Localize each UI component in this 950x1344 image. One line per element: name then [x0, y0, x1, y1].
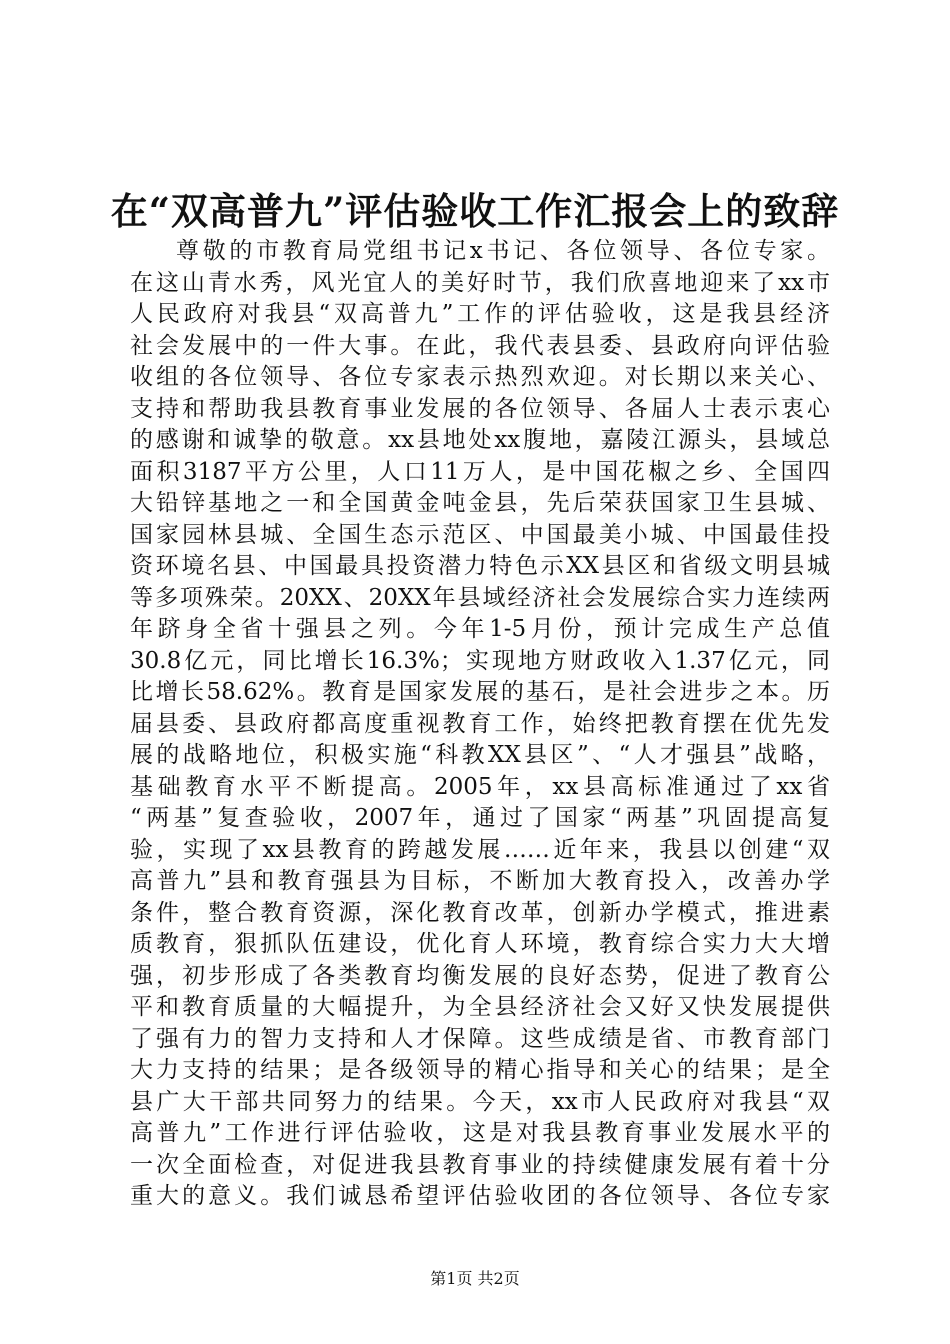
- body-line: 支持和帮助我县教育事业发展的各位领导、各届人士表示衷心: [130, 395, 830, 422]
- body-line: 在这山青水秀，风光宜人的美好时节，我们欣喜地迎来了xx市: [130, 269, 830, 296]
- body-line: 条件，整合教育资源，深化教育改革，创新办学模式，推进素: [130, 899, 830, 926]
- body-line: 县广大干部共同努力的结果。今天，xx市人民政府对我县“双: [130, 1088, 830, 1115]
- body-line: 平和教育质量的大幅提升，为全县经济社会又好又快发展提供: [130, 994, 830, 1020]
- body-line: 年跻身全省十强县之列。今年1-5月份，预计完成生产总值: [130, 616, 830, 642]
- body-line: 收组的各位领导、各位专家表示热烈欢迎。对长期以来关心、: [130, 364, 830, 390]
- body-line: 质教育，狠抓队伍建设，优化育人环境，教育综合实力大大增: [130, 931, 830, 957]
- body-line: 展的战略地位，积极实施“科教XX县区”、“人才强县”战略，: [130, 742, 830, 768]
- body-line: 高普九”县和教育强县为目标，不断加大教育投入，改善办学: [130, 868, 830, 894]
- body-line: 强，初步形成了各类教育均衡发展的良好态势，促进了教育公: [130, 962, 830, 989]
- body-line: 的感谢和诚挚的敬意。xx县地处xx腹地，嘉陵江源头，县域总: [130, 427, 830, 453]
- body-line: 验，实现了xx县教育的跨越发展……近年来，我县以创建“双: [130, 836, 830, 863]
- body-line: 重大的意义。我们诚恳希望评估验收团的各位领导、各位专家: [130, 1183, 830, 1209]
- body-line: 等多项殊荣。20XX、20XX年县域经济社会发展综合实力连续两: [130, 584, 830, 611]
- body-line: 基础教育水平不断提高。2005年，xx县高标准通过了xx省: [130, 773, 830, 800]
- document-body: [130, 236, 830, 1213]
- body-line: 人民政府对我县“双高普九”工作的评估验收，这是我县经济: [130, 301, 830, 327]
- body-line: 比增长58.62%。教育是国家发展的基石，是社会进步之本。历: [130, 679, 830, 705]
- body-line: “两基”复查验收，2007年，通过了国家“两基”巩固提高复: [130, 805, 830, 831]
- body-line: 资环境名县、中国最具投资潜力特色示XX县区和省级文明县城: [130, 553, 830, 579]
- body-line: 面积3187平方公里，人口11万人，是中国花椒之乡、全国四: [130, 458, 830, 485]
- body-line: 国家园林县城、全国生态示范区、中国最美小城、中国最佳投: [130, 521, 830, 548]
- body-line: 尊敬的市教育局党组书记x书记、各位领导、各位专家。: [176, 238, 830, 264]
- body-line: 高普九”工作进行评估验收，这是对我县教育事业发展水平的: [130, 1120, 830, 1146]
- body-line: 了强有力的智力支持和人才保障。这些成绩是省、市教育部门: [130, 1025, 830, 1052]
- page-number: 第1页 共2页: [430, 1269, 520, 1288]
- body-line: 30.8亿元，同比增长16.3%；实现地方财政收入1.37亿元，同: [130, 647, 830, 674]
- document-title: 在“双高普九”评估验收工作汇报会上的致辞: [110, 189, 840, 233]
- body-line: 大力支持的结果；是各级领导的精心指导和关心的结果；是全: [130, 1057, 830, 1083]
- body-line: 社会发展中的一件大事。在此，我代表县委、县政府向评估验: [130, 332, 830, 359]
- body-line: 一次全面检查，对促进我县教育事业的持续健康发展有着十分: [130, 1151, 830, 1178]
- body-line: 大铅锌基地之一和全国黄金吨金县，先后荣获国家卫生县城、: [130, 490, 830, 516]
- body-line: 届县委、县政府都高度重视教育工作，始终把教育摆在优先发: [130, 710, 830, 737]
